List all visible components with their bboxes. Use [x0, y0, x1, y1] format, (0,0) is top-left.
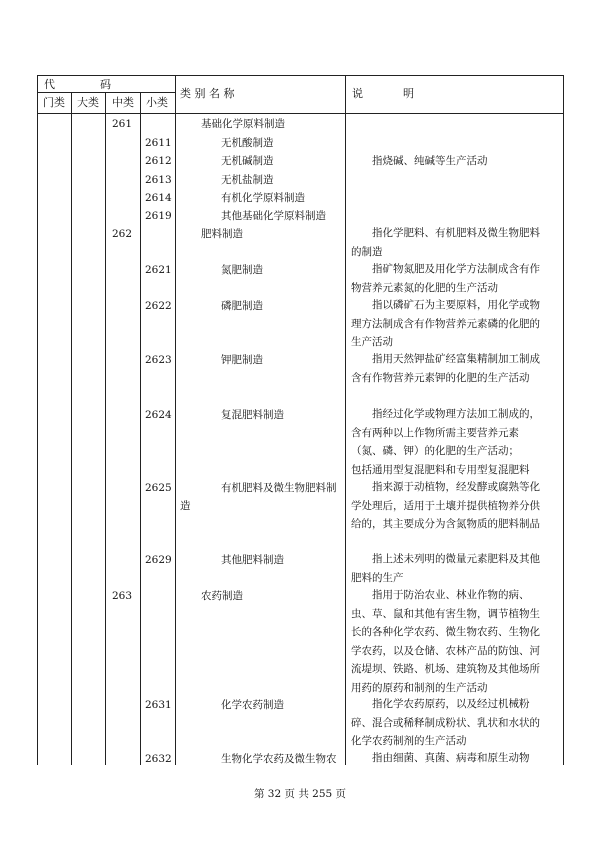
row-xiao-code: 2621: [145, 264, 172, 276]
table-right-border: [563, 75, 564, 765]
row-name: 基础化学原料制造: [201, 118, 285, 130]
row-description: 指由细菌、真菌、病毒和原生动物: [372, 752, 530, 764]
row-name: 无机盐制造: [221, 174, 274, 186]
page-footer: 第 32 页 共 255 页: [253, 788, 347, 800]
code-subheader-line: [37, 92, 175, 93]
row-name: 磷肥制造: [221, 300, 263, 312]
row-name: 无机酸制造: [221, 137, 274, 149]
header-col-men: 门类: [43, 96, 65, 109]
row-name: 生物化学农药及微生物农: [221, 753, 337, 765]
table-left-border: [37, 75, 38, 765]
row-xiao-code: 2614: [145, 192, 172, 204]
row-name: 农药制造: [201, 590, 243, 602]
col-divider-men: [71, 92, 72, 765]
row-xiao-code: 2624: [145, 409, 172, 421]
row-xiao-code: 2632: [145, 753, 172, 765]
header-bottom-border: [37, 113, 563, 114]
row-name: 化学农药制造: [221, 699, 284, 711]
row-name: 其他肥料制造: [221, 554, 284, 566]
row-name: 钾肥制造: [221, 354, 263, 366]
row-name: 无机碱制造: [221, 155, 274, 167]
row-zhong-code: 261: [112, 118, 133, 130]
header-col-desc: 说: [352, 87, 363, 100]
col-divider-xiao: [175, 75, 176, 765]
row-xiao-code: 2611: [145, 137, 172, 149]
row-name-continued: 造: [180, 500, 191, 512]
row-xiao-code: 2625: [145, 482, 172, 494]
row-xiao-code: 2631: [145, 699, 172, 711]
row-description: 指烧碱、纯碱等生产活动: [372, 155, 488, 167]
col-divider-name: [345, 75, 346, 765]
header-col-da: 大类: [77, 96, 99, 109]
row-name: 氮肥制造: [221, 264, 263, 276]
row-xiao-code: 2622: [145, 300, 172, 312]
row-name: 肥料制造: [201, 228, 243, 240]
row-description: 指上述未列明的微量元素肥料及其他肥料的生产: [351, 553, 540, 584]
row-xiao-code: 2613: [145, 174, 172, 186]
row-zhong-code: 263: [112, 590, 133, 602]
header-code-label-2: 码: [100, 78, 111, 91]
row-description: 指来源于动植物，经发酵或腐熟等化学处理后，适用于土壤并提供植物养分供给的，其主要成分为含氮物质的肥料制品: [351, 481, 540, 531]
header-col-desc-2: 明: [403, 87, 414, 100]
header-col-xiao: 小类: [146, 96, 168, 109]
row-zhong-code: 262: [112, 228, 133, 240]
row-description: 指经过化学或物理方法加工制成的，含有两种以上作物所需主要营养元素（氮、磷、钾）的化肥的生产活动； 包括通用型复混肥料和专用型复混肥料: [351, 408, 540, 476]
table-top-border: [37, 75, 563, 76]
header-col-name: 类 别 名 称: [180, 87, 235, 100]
row-name: 有机化学原料制造: [221, 192, 305, 204]
row-description: 指用于防治农业、林业作物的病、虫、草、鼠和其他有害生物，调节植物生长的各种化学农药、微生物农药、生物化学农药，以及仓储、农林产品的防蚀、河流堤坝、铁路、机场、建筑物及其他场所用药的原药和制剂的生产活动: [351, 589, 540, 694]
row-name: 有机肥料及微生物肥料制: [221, 482, 337, 494]
row-description: 指化学肥料、有机肥料及微生物肥料的制造: [351, 227, 540, 258]
col-divider-zhong: [140, 92, 141, 765]
row-xiao-code: 2619: [145, 210, 172, 222]
header-code-label: 代: [44, 78, 55, 91]
header-col-zhong: 中类: [112, 96, 134, 109]
row-description: 指矿物氮肥及用化学方法制成含有作物营养元素氮的化肥的生产活动: [351, 263, 540, 294]
col-divider-da: [105, 92, 106, 765]
row-xiao-code: 2623: [145, 354, 172, 366]
row-description: 指以磷矿石为主要原料，用化学或物理方法制成含有作物营养元素磷的化肥的生产活动: [351, 299, 540, 349]
row-description: 指用天然钾盐矿经富集精制加工制成含有作物营养元素钾的化肥的生产活动: [351, 353, 540, 384]
row-name: 其他基础化学原料制造: [221, 210, 326, 222]
row-description: 指化学农药原药，以及经过机械粉碎、混合或稀释制成粉状、乳状和水状的化学农药制剂的生产活动: [351, 698, 540, 748]
row-xiao-code: 2612: [145, 155, 172, 167]
row-xiao-code: 2629: [145, 554, 172, 566]
row-name: 复混肥料制造: [221, 409, 284, 421]
